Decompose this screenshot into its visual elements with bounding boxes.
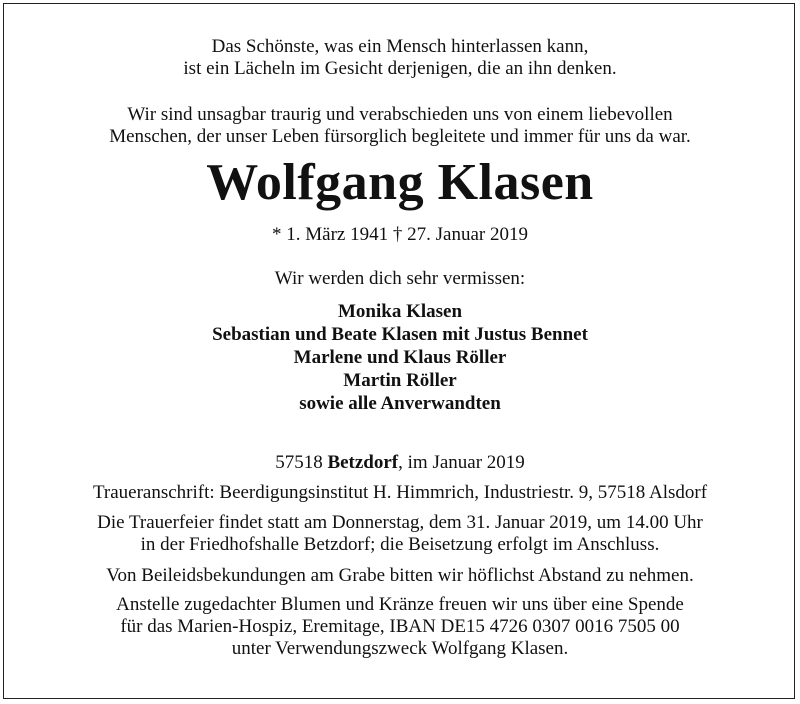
ceremony-line: Die Trauerfeier findet statt am Donnerstag, dem 31. Januar 2019, um 14.00 Uhr <box>97 512 703 533</box>
month-year: , im Januar 2019 <box>398 452 525 473</box>
quote <box>0 36 800 80</box>
zip-code: 57518 <box>275 452 328 473</box>
mourner-name: Martin Röller <box>343 370 457 391</box>
life-dates: * 1. März 1941 † 27. Januar 2019 <box>272 224 528 245</box>
intro-line: Wir sind unsagbar traurig und verabschieden uns von einem liebevollen <box>127 104 673 125</box>
mourner-name: Sebastian und Beate Klasen mit Justus Bennet <box>212 324 588 345</box>
quote-line: Das Schönste, was ein Mensch hinterlassen kann, <box>211 36 589 57</box>
donation-line: unter Verwendungszweck Wolfgang Klasen. <box>231 638 569 659</box>
ceremony-line: in der Friedhofshalle Betzdorf; die Beisetzung erfolgt im Anschluss. <box>140 534 660 555</box>
intro-text <box>0 104 800 148</box>
intro-line: Menschen, der unser Leben fürsorglich begleitete und immer für uns da war. <box>109 126 691 147</box>
mourner-name: Monika Klasen <box>337 301 463 322</box>
condolence-address: Traueranschrift: Beerdigungsinstitut H. Himmrich, Industriestr. 9, 57518 Alsdorf <box>92 482 708 503</box>
mourners-intro: Wir werden dich sehr vermissen: <box>274 268 526 289</box>
condolence-note: Von Beileidsbekundungen am Grabe bitten wir höflichst Abstand zu nehmen. <box>106 565 694 586</box>
donation-line: Anstelle zugedachter Blumen und Kränze freuen wir uns über eine Spende <box>116 594 684 615</box>
deceased-name: Wolfgang Klasen <box>206 154 594 211</box>
quote-line: ist ein Lächeln im Gesicht derjenigen, die an ihn denken. <box>183 58 617 79</box>
ceremony-info <box>0 512 800 556</box>
donation-info <box>0 594 800 660</box>
city: Betzdorf <box>327 452 399 473</box>
donation-line: für das Marien-Hospiz, Eremitage, IBAN DE15 4726 0307 0016 7505 00 <box>120 616 680 637</box>
mourner-name: sowie alle Anverwandten <box>299 393 501 414</box>
mourners-list <box>0 300 800 415</box>
mourner-name: Marlene und Klaus Röller <box>293 347 507 368</box>
place-date <box>0 452 800 474</box>
